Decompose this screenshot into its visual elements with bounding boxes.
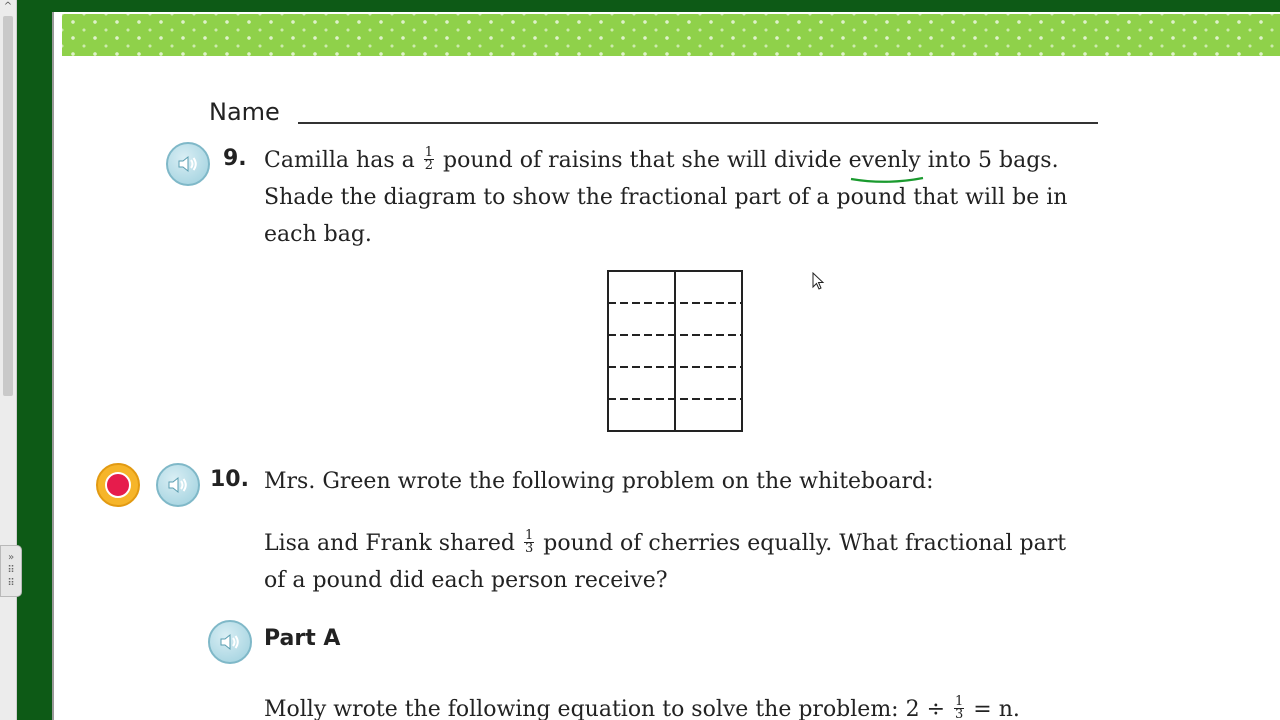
speaker-icon [218,632,242,652]
part-a-fraction: $\frac{1}{3}$ [955,693,964,720]
q9-line1-mid: pound of raisins that she will divide [443,148,842,173]
green-underline-annotation [849,175,925,185]
scroll-up-arrow-icon[interactable]: ^ [3,1,13,12]
q10-problem-line2: of a pound did each person receive? [264,568,668,593]
q9-line3: each bag. [264,222,372,247]
q9-line1-pre: Camilla has a [264,148,415,173]
q9-highlight-word: evenly [849,142,921,179]
name-label: Name [209,98,280,126]
q9-line2: Shade the diagram to show the fractional part of a pound that will be in [264,185,1068,210]
part-a-pre: Molly wrote the following equation to solve the problem: 2 ÷ [264,697,946,720]
decorative-banner [62,14,1280,56]
scroll-thumb[interactable] [3,16,13,396]
q10-problem [264,525,1124,599]
q9-audio-button[interactable] [166,142,210,186]
expand-arrows-icon: » [7,552,15,563]
q9-fraction: $\frac{1}{2}$ [424,144,433,173]
record-button[interactable] [96,463,140,507]
speaker-icon [176,154,200,174]
part-a-label: Part A [264,626,341,651]
part-a-text [264,691,1020,720]
part-a-post: = n. [973,697,1020,720]
grip-icon: ⠿ ⠿ [7,565,15,589]
side-panel-handle[interactable] [0,545,22,597]
q10-problem-post: pound of cherries equally. What fractional part [543,531,1067,556]
q10-prompt: Mrs. Green wrote the following problem on the whiteboard: [264,469,934,494]
vertical-scrollbar[interactable] [0,0,17,720]
part-a-audio-button[interactable] [208,620,252,664]
q10-audio-button[interactable] [156,463,200,507]
q9-text [264,142,1124,253]
fraction-diagram[interactable] [607,270,745,434]
q9-number: 9. [223,146,247,171]
worksheet-page [54,12,1280,720]
mouse-cursor-icon [812,272,826,292]
q10-number: 10. [210,467,249,492]
speaker-icon [166,475,190,495]
q9-line1-post: into 5 bags. [927,148,1059,173]
q10-problem-pre: Lisa and Frank shared [264,531,515,556]
record-icon [105,472,131,498]
q10-fraction: $\frac{1}{3}$ [525,527,534,556]
name-blank-line[interactable] [298,122,1098,124]
